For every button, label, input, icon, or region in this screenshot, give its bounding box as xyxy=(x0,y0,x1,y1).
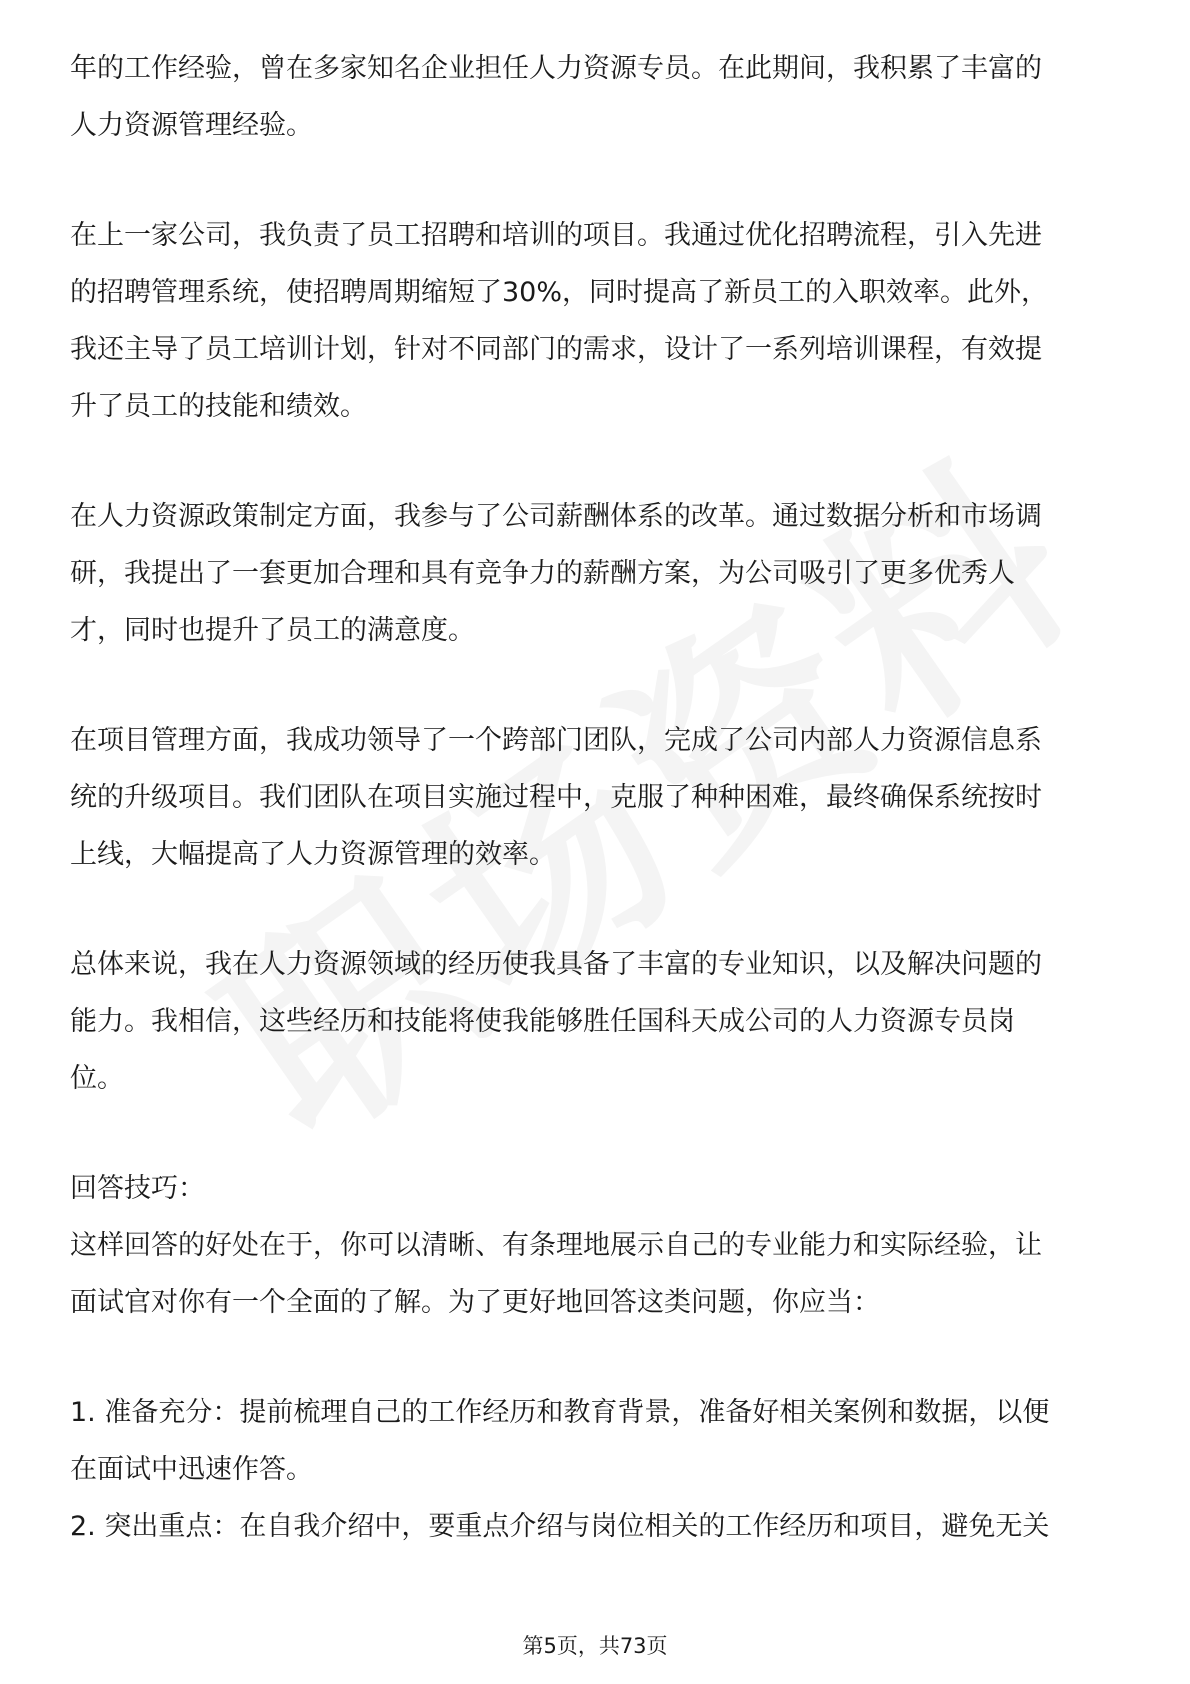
paragraph-recruiting-training xyxy=(70,207,1120,435)
text-line: 在人力资源政策制定方面，我参与了公司薪酬体系的改革。通过数据分析和市场调 xyxy=(70,501,1042,532)
text-line: 才，同时也提升了员工的满意度。 xyxy=(70,615,475,646)
page-number: 第5页，共73页 xyxy=(522,1634,668,1658)
text-line: 升了员工的技能和绩效。 xyxy=(70,391,367,422)
text-line: 面试官对你有一个全面的了解。为了更好地回答这类问题，你应当： xyxy=(70,1287,880,1318)
text-line: 我还主导了员工培训计划，针对不同部门的需求，设计了一系列培训课程，有效提 xyxy=(70,334,1042,365)
text-line: 在项目管理方面，我成功领导了一个跨部门团队，完成了公司内部人力资源信息系 xyxy=(70,725,1042,756)
text-line: 1. 准备充分：提前梳理自己的工作经历和教育背景，准备好相关案例和数据，以便 xyxy=(70,1397,1050,1428)
text-line: 人力资源管理经验。 xyxy=(70,110,313,141)
paragraph-project-management xyxy=(70,712,1120,883)
text-line: 总体来说，我在人力资源领域的经历使我具备了丰富的专业知识，以及解决问题的 xyxy=(70,949,1042,980)
paragraph-policy xyxy=(70,488,1120,659)
text-line: 统的升级项目。我们团队在项目实施过程中，克服了种种困难，最终确保系统按时 xyxy=(70,782,1042,813)
text-line: 这样回答的好处在于，你可以清晰、有条理地展示自己的专业能力和实际经验，让 xyxy=(70,1230,1042,1261)
paragraph-tips-intro xyxy=(70,1217,1120,1331)
list-item-prepare xyxy=(70,1384,1120,1498)
text-line: 上线，大幅提高了人力资源管理的效率。 xyxy=(70,839,556,870)
text-line: 在上一家公司，我负责了员工招聘和培训的项目。我通过优化招聘流程，引入先进 xyxy=(70,220,1042,251)
text-line: 在面试中迅速作答。 xyxy=(70,1454,313,1485)
paragraph-experience-intro xyxy=(70,40,1120,154)
text-line: 能力。我相信，这些经历和技能将使我能够胜任国科天成公司的人力资源专员岗 xyxy=(70,1006,1015,1037)
list-item-focus xyxy=(70,1498,1120,1555)
text-line: 年的工作经验，曾在多家知名企业担任人力资源专员。在此期间，我积累了丰富的 xyxy=(70,53,1042,84)
paragraph-summary xyxy=(70,936,1120,1107)
text-line: 研，我提出了一套更加合理和具有竞争力的薪酬方案，为公司吸引了更多优秀人 xyxy=(70,558,1015,589)
page-content xyxy=(70,40,1120,1555)
text-line: 位。 xyxy=(70,1063,124,1094)
tips-label: 回答技巧： xyxy=(70,1173,205,1204)
text-line: 2. 突出重点：在自我介绍中，要重点介绍与岗位相关的工作经历和项目，避免无关 xyxy=(70,1511,1050,1542)
text-line: 的招聘管理系统，使招聘周期缩短了30%，同时提高了新员工的入职效率。此外， xyxy=(70,277,1049,308)
